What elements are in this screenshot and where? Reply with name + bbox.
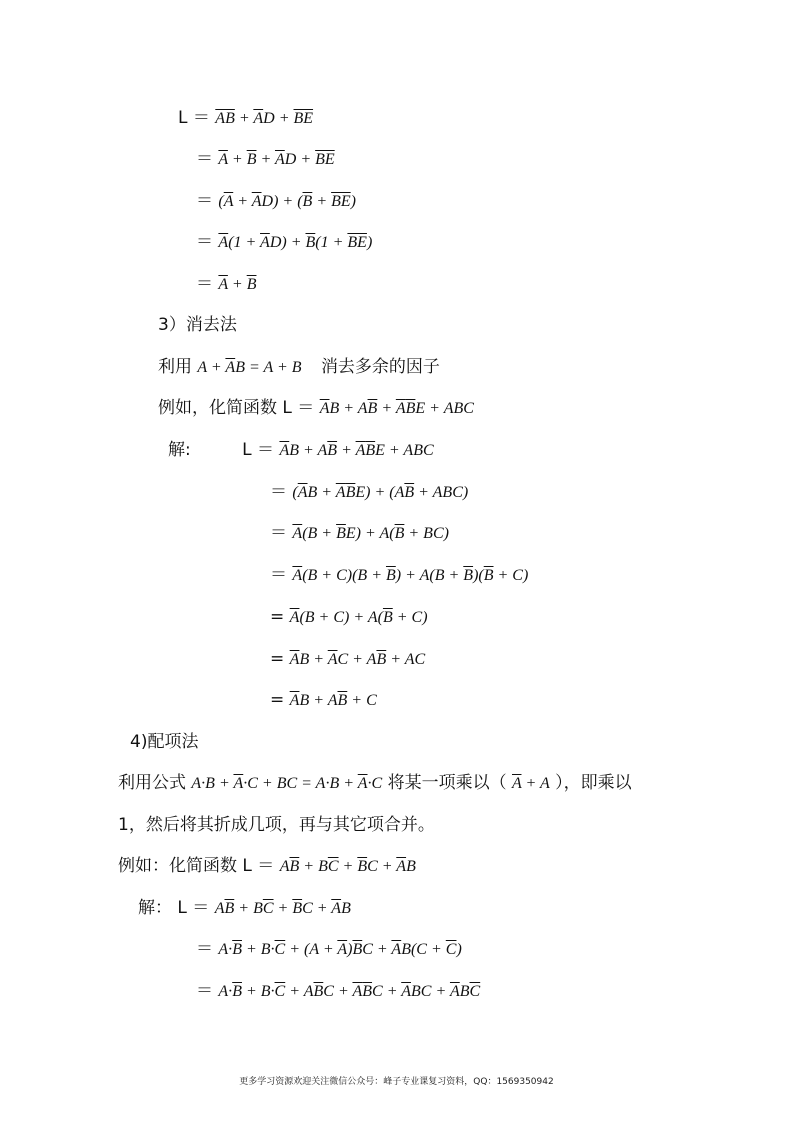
solution-3-line-5 <box>270 606 428 629</box>
rule-3 <box>158 356 440 379</box>
solution-3-line-6 <box>270 648 425 671</box>
example-text: 例如，化简函数 <box>158 398 277 418</box>
math-expression: $A\overline{B} + B\overline{C} + \overline{B}C + \overline{A}B$ <box>279 858 416 875</box>
example-text: 例如：化简函数 <box>118 856 237 876</box>
equals-sign: ＝ <box>196 939 213 959</box>
equals-sign: ＝ <box>192 898 210 918</box>
rule-4-line-1 <box>118 772 632 795</box>
math-expression: $\overline{A} + \overline{B} + \overline{A}D + \overline{BE}$ <box>218 151 335 168</box>
solution-3-line-4 <box>270 564 528 587</box>
rule-text: 利用 <box>158 357 192 377</box>
equals-sign: = <box>270 607 285 627</box>
equals-sign: ＝ <box>196 149 213 169</box>
var-L: L <box>282 398 292 418</box>
equals-sign: ＝ <box>270 482 287 502</box>
equals-sign: ＝ <box>192 108 210 128</box>
rule-text: ），即乘以 <box>555 773 632 793</box>
rule-text: 利用公式 <box>118 773 186 793</box>
math-expression: $\overline{A}(B + \overline{B}E) + A(\overline{B} + BC)$ <box>292 525 449 542</box>
example-3 <box>158 397 474 420</box>
var-L: L <box>178 108 188 128</box>
equals-sign: ＝ <box>270 523 287 543</box>
page-footer: 更多学习资源欢迎关注微信公众号：峰子专业课复习资料，QQ：1569350942 <box>239 1077 554 1087</box>
equation-line-4 <box>196 231 372 254</box>
solution-label: 解: <box>168 440 191 460</box>
math-expression: $\overline{AB} + \overline{A}D + \overline{BE}$ <box>215 110 314 127</box>
section-heading-3: 3）消去法 <box>158 315 237 335</box>
math-expression: $(\overline{A} + \overline{A}D) + (\overline{B} + \overline{BE})$ <box>218 193 356 210</box>
math-expression: $\overline{A}B + A\overline{B} + \overline{A}\overline{B}E$ + ABC <box>279 442 434 459</box>
math-expression: $(\overline{A}B + \overline{A}\overline{B}E) + (A\overline{B} + ABC)$ <box>292 484 469 501</box>
math-expression: $\overline{A} + A$ <box>512 775 550 792</box>
math-expression: $\overline{A}B + \overline{A}C + A\overline{B}$ + AC <box>289 651 426 668</box>
math-expression: $\overline{A}B + A\overline{B} + C$ <box>289 692 377 709</box>
solution-3-line-7 <box>270 689 377 712</box>
math-expression: $\overline{A}(B + C) + A(\overline{B} + C)$ <box>289 609 428 626</box>
rule-text: 将某一项乘以（ <box>387 773 507 793</box>
equals-sign: = <box>270 649 285 669</box>
equation-line-3 <box>196 190 356 213</box>
math-expression: $A\cdot\overline{B} + B\cdot\overline{C} + (A + \overline{A})\overline{B}C + \overline{A}B(C + \overline{C})$ <box>218 941 462 958</box>
equals-sign: ＝ <box>196 191 213 211</box>
equals-sign: ＝ <box>196 981 213 1001</box>
solution-4-line-3 <box>196 980 480 1003</box>
section-heading-4: 4)配项法 <box>130 732 199 752</box>
math-expression: $\overline{A}B + A\overline{B} + \overline{A}\overline{B}E$ + ABC <box>319 400 474 417</box>
equals-sign: ＝ <box>270 565 287 585</box>
equals-sign: ＝ <box>196 274 213 294</box>
math-expression: $\overline{A}(1 + \overline{A}D) + \overline{B}(1 + \overline{BE})$ <box>218 234 373 251</box>
var-L: L <box>242 856 252 876</box>
solution-4-line-1 <box>138 897 351 920</box>
equation-line-2 <box>196 148 335 171</box>
solution-3-line-1 <box>168 439 434 462</box>
equals-sign: ＝ <box>196 232 213 252</box>
math-expression: $A\overline{B} + B\overline{C} + \overline{B}C + \overline{A}B$ <box>214 900 351 917</box>
math-expression: $\overline{A} + \overline{B}$ <box>218 276 257 293</box>
equals-sign: ＝ <box>257 856 275 876</box>
rule-text: 消去多余的因子 <box>320 357 440 377</box>
solution-3-line-2 <box>270 481 468 504</box>
equation-line-5 <box>196 273 256 296</box>
var-L: L <box>177 898 187 918</box>
equals-sign: ＝ <box>297 398 315 418</box>
math-expression: $A\cdot\overline{B} + B\cdot\overline{C} + A\overline{B}C + \overline{A}\overline{B}C + \overline{A}BC + \overline{A}B\overline{C}$ <box>218 983 481 1000</box>
rule-4-line-2: 1，然后将其折成几项，再与其它项合并。 <box>118 815 435 835</box>
math-expression: $A\cdot B + \overline{A}\cdot C$ + BC = $A\cdot B + \overline{A}\cdot C$ <box>191 775 383 792</box>
solution-label: 解： <box>138 898 172 918</box>
equals-sign: ＝ <box>257 440 275 460</box>
math-expression: $A + \overline{A}B = A + B$ <box>197 359 302 376</box>
solution-3-line-3 <box>270 522 449 545</box>
math-expression: $\overline{A}(B + C)(B + \overline{B}) + A(B + \overline{B})(\overline{B} + C)$ <box>292 567 529 584</box>
equals-sign: = <box>270 690 285 710</box>
equation-line-1 <box>178 107 313 130</box>
solution-4-line-2 <box>196 938 462 961</box>
example-4 <box>118 855 416 878</box>
var-L: L <box>242 440 252 460</box>
